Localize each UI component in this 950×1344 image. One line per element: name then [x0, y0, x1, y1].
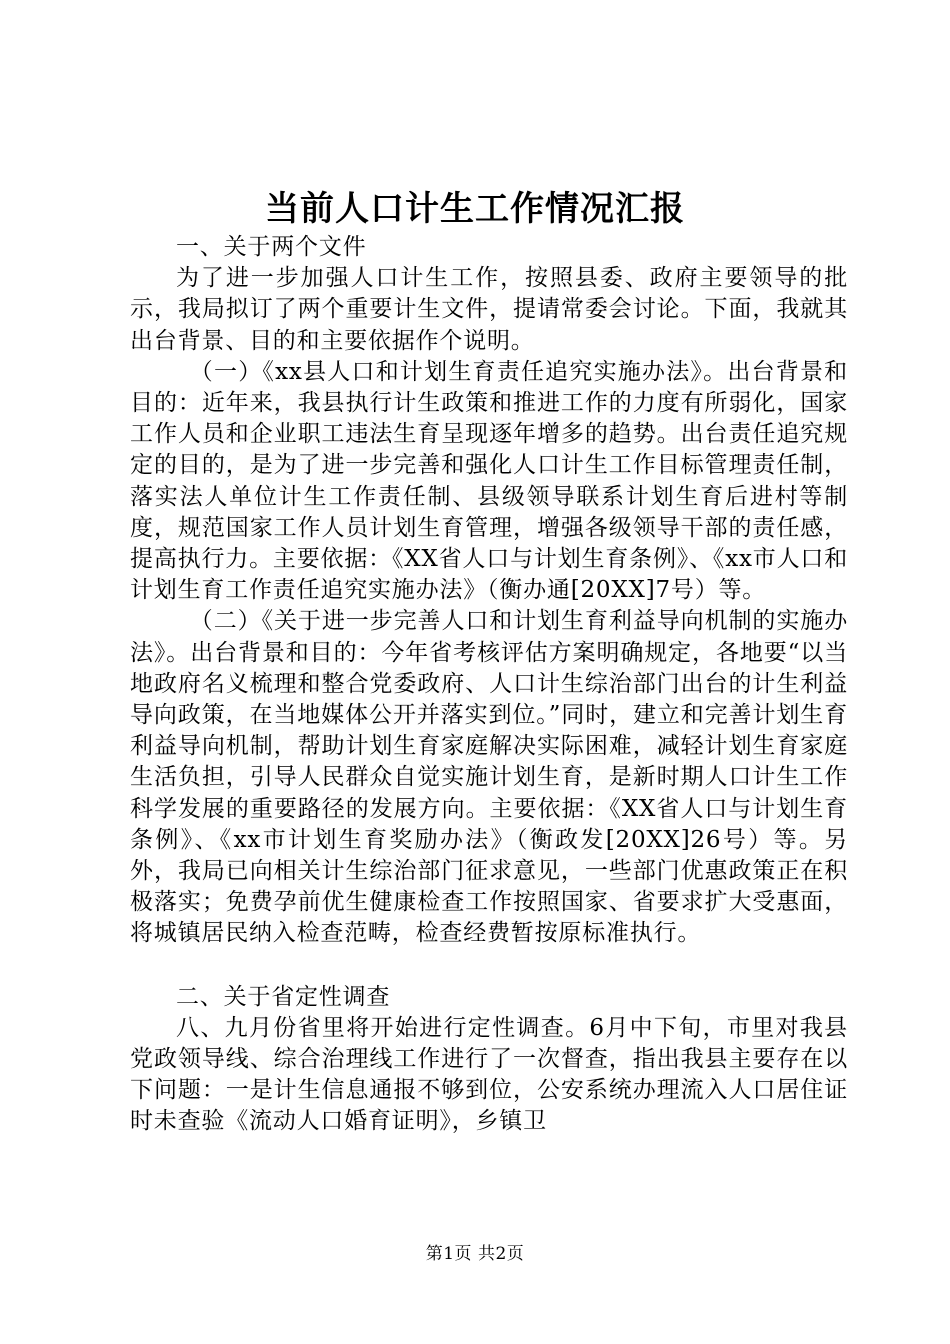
- section-heading-1: 一、关于两个文件: [176, 234, 367, 260]
- paragraph-3: （二）《关于进一步完善人口和计划生育利益导向机制的实施办法》。出台背景和目的：今年省考核评估方案明确规定，各地要“以当地政府名义梳理和整合党委政府、人口计生综治部门出台的计生利益导向政策，在当地媒体公开并落实到位。”同时，建立和完善计划生育利益导向机制，帮助计划生育家庭解决实际困难，减轻计划生育家庭生活负担，引导人民群众自觉实施计划生育，是新时期人口计生工作科学发展的重要路径的发展方向。主要依据：《XX省人口与计划生育条例》、《xx市计划生育奖励办法》（衡政发[20XX]26号）等。另外，我局已向相关计生综治部门征求意见，一些部门优惠政策正在积极落实；免费孕前优生健康检查工作按照国家、省要求扩大受惠面，将城镇居民纳入检查范畴，检查经费暂按原标准执行。: [130, 608, 848, 947]
- section-heading-2: 二、关于省定性调查: [176, 983, 391, 1010]
- page-number-footer: 第1页 共2页: [425, 1244, 525, 1264]
- paragraph-2: （一）《xx县人口和计划生育责任追究实施办法》。出台背景和目的：近年来，我县执行计生政策和推进工作的力度有所弱化，国家工作人员和企业职工违法生育呈现逐年增多的趋势。出台责任追究规定的目的，是为了进一步完善和强化人口计生工作目标管理责任制，落实法人单位计生工作责任制、县级领导联系计划生育后进村等制度，规范国家工作人员计划生育管理，增强各级领导干部的责任感，提高执行力。主要依据：《XX省人口与计划生育条例》、《xx市人口和计划生育工作责任追究实施办法》（衡办通[20XX]7号）等。: [130, 358, 848, 604]
- document-title: 当前人口计生工作情况汇报: [265, 189, 685, 229]
- paragraph-1: 为了进一步加强人口计生工作，按照县委、政府主要领导的批示，我局拟订了两个重要计生文件，提请常委会讨论。下面，我就其出台背景、目的和主要依据作个说明。: [130, 265, 848, 354]
- paragraph-gap: [130, 950, 848, 982]
- document-body: [130, 232, 848, 1138]
- paragraph-4: 八、九月份省里将开始进行定性调查。6月中下旬，市里对我县党政领导线、综合治理线工作进行了一次督查，指出我县主要存在以下问题：一是计生信息通报不够到位，公安系统办理流入人口居住证时未查验《流动人口婚育证明》，乡镇卫: [130, 1014, 848, 1135]
